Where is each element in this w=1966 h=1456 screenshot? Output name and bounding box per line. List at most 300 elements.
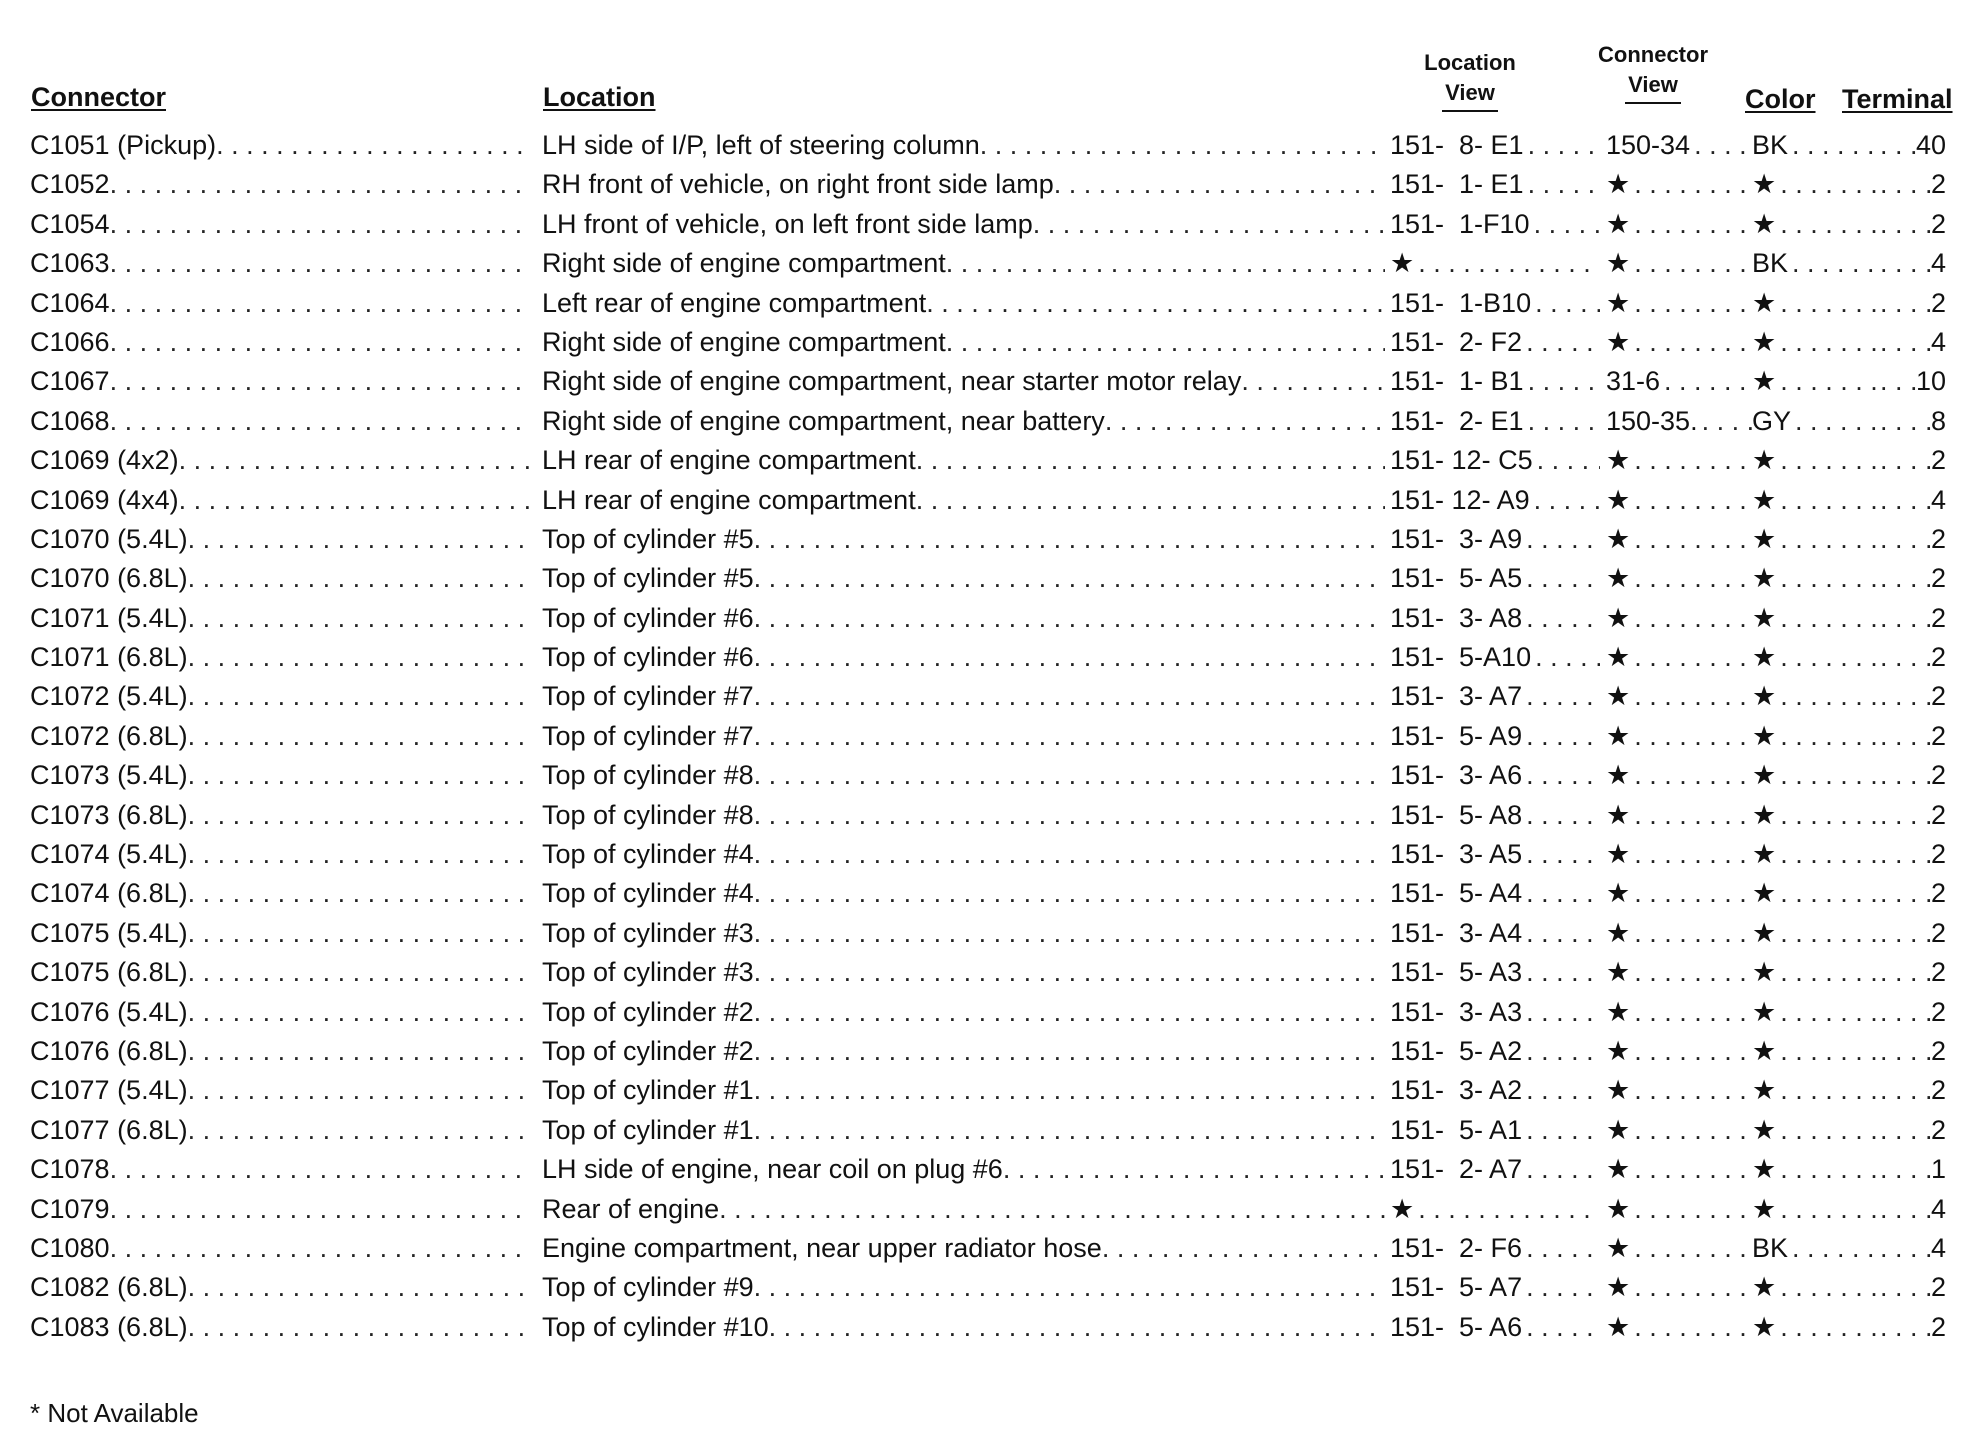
terminal-count: 2: [1931, 1071, 1946, 1110]
dot-leader: [1880, 362, 1916, 401]
connector-id: C1051 (Pickup): [30, 126, 216, 165]
dot-leader: [1780, 1150, 1877, 1189]
dot-leader: [1534, 481, 1600, 520]
connector-view-ref-cell: [1606, 1150, 1754, 1189]
terminal-count-cell: [1880, 677, 1946, 716]
location-view-ref-cell: [1390, 205, 1600, 244]
dot-leader: [1780, 559, 1877, 598]
location-view-ref-cell: [1390, 677, 1600, 716]
location-view-ref: 151- 1- B1: [1390, 362, 1528, 401]
location-text: Top of cylinder #9: [542, 1268, 754, 1307]
dot-leader: [188, 835, 530, 874]
dot-leader: [754, 1268, 1385, 1307]
terminal-count: 2: [1931, 953, 1946, 992]
dot-leader: [1634, 441, 1754, 480]
connector-id-cell: [30, 165, 530, 204]
wire-color-cell: [1752, 244, 1877, 283]
location-text-cell: [542, 1229, 1385, 1268]
location-text-cell: [542, 205, 1385, 244]
location-view-ref-cell: [1390, 638, 1600, 677]
dot-leader: [1780, 1071, 1877, 1110]
dot-leader: [1526, 1111, 1600, 1150]
terminal-count-cell: [1880, 599, 1946, 638]
terminal-count: 2: [1931, 835, 1946, 874]
connector-id: C1071 (6.8L): [30, 638, 188, 677]
terminal-count: 2: [1931, 1032, 1946, 1071]
dot-leader: [1880, 756, 1931, 795]
dot-leader: [754, 638, 1385, 677]
dot-leader: [188, 993, 530, 1032]
table-row: [0, 1308, 1966, 1347]
wire-color: ★: [1752, 520, 1780, 559]
header-connector-view: [1578, 40, 1728, 104]
connector-view-ref-cell: [1606, 599, 1754, 638]
wire-color: ★: [1752, 362, 1780, 401]
location-view-ref: 151- 3- A8: [1390, 599, 1526, 638]
connector-id: C1074 (6.8L): [30, 874, 188, 913]
table-row: [0, 481, 1966, 520]
dot-leader: [1780, 323, 1877, 362]
location-view-ref-cell: [1390, 402, 1600, 441]
connector-id: C1080: [30, 1229, 110, 1268]
header-connector-view-line2: View: [1628, 72, 1678, 97]
connector-view-ref-cell: [1606, 402, 1754, 441]
dot-leader: [1526, 993, 1600, 1032]
location-view-ref-cell: [1390, 874, 1600, 913]
dot-leader: [188, 559, 530, 598]
connector-id-cell: [30, 1229, 530, 1268]
connector-id: C1075 (5.4L): [30, 914, 188, 953]
dot-leader: [110, 323, 530, 362]
connector-id: C1063: [30, 244, 110, 283]
terminal-count: 2: [1931, 717, 1946, 756]
location-text: Right side of engine compartment, near battery: [542, 402, 1105, 441]
location-view-ref: 151- 5- A9: [1390, 717, 1526, 756]
wire-color: ★: [1752, 993, 1780, 1032]
connector-id-cell: [30, 402, 530, 441]
dot-leader: [1780, 796, 1877, 835]
connector-view-ref: 150-34: [1606, 126, 1694, 165]
wire-color-cell: [1752, 481, 1877, 520]
wire-color: ★: [1752, 638, 1780, 677]
wire-color-cell: [1752, 599, 1877, 638]
connector-id: C1073 (6.8L): [30, 796, 188, 835]
connector-view-ref: ★: [1606, 165, 1634, 204]
dot-leader: [754, 914, 1385, 953]
dot-leader: [1634, 993, 1754, 1032]
location-view-ref-cell: [1390, 244, 1600, 283]
connector-view-ref-cell: [1606, 284, 1754, 323]
connector-view-ref: ★: [1606, 993, 1634, 1032]
table-row: [0, 244, 1966, 283]
connector-id-cell: [30, 874, 530, 913]
dot-leader: [1880, 244, 1931, 283]
connector-id-cell: [30, 638, 530, 677]
dot-leader: [1634, 205, 1754, 244]
dot-leader: [1634, 1111, 1754, 1150]
terminal-count-cell: [1880, 717, 1946, 756]
connector-view-ref-cell: [1606, 323, 1754, 362]
location-text-cell: [542, 953, 1385, 992]
header-connector: Connector: [31, 82, 166, 112]
dot-leader: [1880, 914, 1931, 953]
location-view-ref-cell: [1390, 796, 1600, 835]
location-text-cell: [542, 244, 1385, 283]
location-text-cell: [542, 717, 1385, 756]
wire-color: ★: [1752, 441, 1780, 480]
location-view-ref-cell: [1390, 953, 1600, 992]
terminal-count-cell: [1880, 323, 1946, 362]
connector-view-ref: ★: [1606, 835, 1634, 874]
location-view-ref: 151- 3- A2: [1390, 1071, 1526, 1110]
connector-id: C1054: [30, 205, 110, 244]
terminal-count-cell: [1880, 1071, 1946, 1110]
terminal-count-cell: [1880, 993, 1946, 1032]
location-text: LH rear of engine compartment: [542, 441, 916, 480]
wire-color-cell: [1752, 126, 1877, 165]
wire-color-cell: [1752, 953, 1877, 992]
dot-leader: [1241, 362, 1385, 401]
dot-leader: [1003, 1150, 1385, 1189]
header-location: Location: [543, 82, 656, 112]
connector-id-cell: [30, 717, 530, 756]
dot-leader: [1634, 835, 1754, 874]
location-text-cell: [542, 835, 1385, 874]
location-view-ref-cell: [1390, 914, 1600, 953]
wire-color: ★: [1752, 835, 1780, 874]
connector-view-ref-cell: [1606, 441, 1754, 480]
connector-id: C1073 (5.4L): [30, 756, 188, 795]
location-text: LH side of engine, near coil on plug #6: [542, 1150, 1003, 1189]
dot-leader: [1526, 520, 1600, 559]
dot-leader: [1526, 1308, 1600, 1347]
location-view-ref: 151- 3- A7: [1390, 677, 1526, 716]
dot-leader: [188, 638, 530, 677]
terminal-count-cell: [1880, 1032, 1946, 1071]
terminal-count-cell: [1880, 638, 1946, 677]
connector-id-cell: [30, 1150, 530, 1189]
wire-color-cell: [1752, 284, 1877, 323]
dot-leader: [110, 165, 530, 204]
location-view-ref: 151- 1-B10: [1390, 284, 1535, 323]
table-row: [0, 441, 1966, 480]
connector-view-ref: ★: [1606, 559, 1634, 598]
dot-leader: [1634, 953, 1754, 992]
dot-leader: [1780, 520, 1877, 559]
connector-id: C1076 (5.4L): [30, 993, 188, 1032]
location-text: Top of cylinder #7: [542, 717, 754, 756]
location-text: Top of cylinder #4: [542, 874, 754, 913]
dot-leader: [1880, 874, 1931, 913]
connector-view-ref: ★: [1606, 1150, 1634, 1189]
dot-leader: [188, 599, 530, 638]
header-location-view: [1400, 48, 1540, 112]
dot-leader: [754, 717, 1385, 756]
location-view-ref: 151- 5- A8: [1390, 796, 1526, 835]
dot-leader: [1528, 165, 1600, 204]
dot-leader: [188, 1111, 530, 1150]
connector-id: C1074 (5.4L): [30, 835, 188, 874]
location-view-ref-cell: [1390, 520, 1600, 559]
table-row: [0, 1229, 1966, 1268]
terminal-count-cell: [1880, 1268, 1946, 1307]
dot-leader: [980, 126, 1385, 165]
table-row: [0, 1071, 1966, 1110]
location-view-ref: 151- 3- A9: [1390, 520, 1526, 559]
wire-color: ★: [1752, 1150, 1780, 1189]
connector-view-ref: 150-35.: [1606, 402, 1702, 441]
dot-leader: [1780, 481, 1877, 520]
terminal-count: 2: [1931, 559, 1946, 598]
location-view-ref: 151- 3- A6: [1390, 756, 1526, 795]
connector-id: C1069 (4x4): [30, 481, 179, 520]
connector-view-ref: ★: [1606, 1229, 1634, 1268]
terminal-count: 4: [1931, 1229, 1946, 1268]
wire-color-cell: [1752, 1071, 1877, 1110]
dot-leader: [1634, 165, 1754, 204]
dot-leader: [1880, 953, 1931, 992]
terminal-count: 2: [1931, 1111, 1946, 1150]
wire-color: ★: [1752, 1071, 1780, 1110]
terminal-count-cell: [1880, 1308, 1946, 1347]
wire-color: GY: [1752, 402, 1795, 441]
connector-view-ref: ★: [1606, 638, 1634, 677]
dot-leader: [1102, 1229, 1385, 1268]
terminal-count: 2: [1931, 165, 1946, 204]
wire-color: ★: [1752, 205, 1780, 244]
location-text-cell: [542, 362, 1385, 401]
table-row: [0, 874, 1966, 913]
location-text: LH rear of engine compartment: [542, 481, 916, 520]
location-text-cell: [542, 1268, 1385, 1307]
wire-color-cell: [1752, 559, 1877, 598]
dot-leader: [110, 205, 530, 244]
dot-leader: [1528, 126, 1600, 165]
dot-leader: [1780, 599, 1877, 638]
wire-color: BK: [1752, 244, 1792, 283]
location-view-ref-cell: [1390, 1150, 1600, 1189]
location-view-ref: 151- 5-A10: [1390, 638, 1535, 677]
terminal-count-cell: [1880, 559, 1946, 598]
dot-leader: [1526, 1229, 1600, 1268]
location-view-ref: 151- 5- A7: [1390, 1268, 1526, 1307]
connector-id-cell: [30, 205, 530, 244]
dot-leader: [754, 835, 1385, 874]
terminal-count: 10: [1916, 362, 1946, 401]
dot-leader: [754, 756, 1385, 795]
connector-view-ref-cell: [1606, 362, 1754, 401]
connector-view-ref: ★: [1606, 323, 1634, 362]
dot-leader: [188, 914, 530, 953]
connector-view-ref: ★: [1606, 1308, 1634, 1347]
connector-id: C1077 (6.8L): [30, 1111, 188, 1150]
connector-id: C1072 (6.8L): [30, 717, 188, 756]
dot-leader: [1880, 1268, 1931, 1307]
location-view-ref: 151- 5- A2: [1390, 1032, 1526, 1071]
table-row: [0, 205, 1966, 244]
wire-color-cell: [1752, 717, 1877, 756]
connector-id: C1070 (5.4L): [30, 520, 188, 559]
dot-leader: [1634, 1308, 1754, 1347]
connector-id: C1083 (6.8L): [30, 1308, 188, 1347]
wire-color-cell: [1752, 362, 1877, 401]
location-text: Top of cylinder #5: [542, 520, 754, 559]
wire-color-cell: [1752, 796, 1877, 835]
wire-color: ★: [1752, 559, 1780, 598]
terminal-count-cell: [1880, 1190, 1946, 1229]
connector-id: C1077 (5.4L): [30, 1071, 188, 1110]
wire-color: ★: [1752, 756, 1780, 795]
location-text-cell: [542, 1190, 1385, 1229]
dot-leader: [946, 323, 1385, 362]
connector-view-ref-cell: [1606, 205, 1754, 244]
dot-leader: [1526, 1268, 1600, 1307]
connector-id: C1069 (4x2): [30, 441, 179, 480]
connector-view-ref: 31-6: [1606, 362, 1664, 401]
wire-color: ★: [1752, 599, 1780, 638]
terminal-count: 2: [1931, 205, 1946, 244]
connector-view-ref-cell: [1606, 1071, 1754, 1110]
connector-id-cell: [30, 559, 530, 598]
table-row: [0, 599, 1966, 638]
connector-id: C1082 (6.8L): [30, 1268, 188, 1307]
dot-leader: [1634, 1150, 1754, 1189]
location-text: Left rear of engine compartment: [542, 284, 926, 323]
dot-leader: [1795, 402, 1877, 441]
dot-leader: [1880, 402, 1931, 441]
location-view-ref-cell: [1390, 126, 1600, 165]
dot-leader: [754, 1111, 1385, 1150]
connector-id-cell: [30, 1190, 530, 1229]
connector-view-ref: ★: [1606, 953, 1634, 992]
location-text: Top of cylinder #3: [542, 953, 754, 992]
dot-leader: [1105, 402, 1385, 441]
connector-id-cell: [30, 677, 530, 716]
dot-leader: [1702, 402, 1754, 441]
dot-leader: [1780, 993, 1877, 1032]
location-text: Top of cylinder #6: [542, 599, 754, 638]
header-location-view-line1: Location: [1424, 50, 1516, 75]
terminal-count-cell: [1880, 284, 1946, 323]
connector-id: C1071 (5.4L): [30, 599, 188, 638]
connector-view-ref: ★: [1606, 1032, 1634, 1071]
location-text: Top of cylinder #6: [542, 638, 754, 677]
dot-leader: [1792, 126, 1877, 165]
connector-id-cell: [30, 441, 530, 480]
terminal-count-cell: [1880, 756, 1946, 795]
location-view-ref-cell: [1390, 993, 1600, 1032]
wire-color-cell: [1752, 323, 1877, 362]
terminal-count-cell: [1880, 1111, 1946, 1150]
dot-leader: [1537, 441, 1600, 480]
location-view-ref-cell: [1390, 559, 1600, 598]
terminal-count: 4: [1931, 481, 1946, 520]
dot-leader: [754, 874, 1385, 913]
connector-id-cell: [30, 362, 530, 401]
location-text: Top of cylinder #2: [542, 1032, 754, 1071]
location-text-cell: [542, 1032, 1385, 1071]
connector-id-cell: [30, 914, 530, 953]
terminal-count: 4: [1931, 1190, 1946, 1229]
wire-color: ★: [1752, 914, 1780, 953]
location-view-ref: 151- 8- E1: [1390, 126, 1528, 165]
dot-leader: [1880, 1308, 1931, 1347]
wire-color-cell: [1752, 677, 1877, 716]
connector-id-cell: [30, 323, 530, 362]
location-view-ref-cell: [1390, 599, 1600, 638]
location-view-ref-cell: [1390, 756, 1600, 795]
wire-color: ★: [1752, 1032, 1780, 1071]
dot-leader: [1634, 244, 1754, 283]
terminal-count: 4: [1931, 244, 1946, 283]
table-row: [0, 165, 1966, 204]
dot-leader: [1535, 284, 1600, 323]
wire-color-cell: [1752, 874, 1877, 913]
dot-leader: [1634, 599, 1754, 638]
terminal-count: 2: [1931, 520, 1946, 559]
dot-leader: [110, 284, 530, 323]
dot-leader: [1526, 1150, 1600, 1189]
dot-leader: [1880, 993, 1931, 1032]
wire-color-cell: [1752, 1308, 1877, 1347]
wire-color-cell: [1752, 402, 1877, 441]
connector-view-ref-cell: [1606, 717, 1754, 756]
location-text-cell: [542, 481, 1385, 520]
dot-leader: [1780, 874, 1877, 913]
terminal-count-cell: [1880, 914, 1946, 953]
wire-color-cell: [1752, 1032, 1877, 1071]
dot-leader: [916, 481, 1385, 520]
table-row: [0, 402, 1966, 441]
connector-view-ref-cell: [1606, 1268, 1754, 1307]
dot-leader: [110, 244, 530, 283]
wire-color: ★: [1752, 323, 1780, 362]
connector-view-ref-cell: [1606, 914, 1754, 953]
terminal-count-cell: [1880, 441, 1946, 480]
dot-leader: [769, 1308, 1385, 1347]
dot-leader: [1880, 481, 1931, 520]
connector-view-ref-cell: [1606, 1308, 1754, 1347]
wire-color: ★: [1752, 1308, 1780, 1347]
dot-leader: [1526, 1032, 1600, 1071]
dot-leader: [110, 1229, 530, 1268]
location-text-cell: [542, 441, 1385, 480]
connector-view-ref: ★: [1606, 796, 1634, 835]
connector-view-ref: ★: [1606, 244, 1634, 283]
location-text-cell: [542, 756, 1385, 795]
dot-leader: [1880, 1032, 1931, 1071]
dot-leader: [1780, 165, 1877, 204]
connector-id: C1066: [30, 323, 110, 362]
dot-leader: [1780, 1190, 1877, 1229]
location-text: Top of cylinder #5: [542, 559, 754, 598]
dot-leader: [1780, 1111, 1877, 1150]
dot-leader: [110, 402, 530, 441]
dot-leader: [1526, 323, 1600, 362]
dot-leader: [188, 874, 530, 913]
terminal-count-cell: [1880, 362, 1946, 401]
dot-leader: [1526, 677, 1600, 716]
connector-view-ref: ★: [1606, 520, 1634, 559]
connector-id-cell: [30, 1268, 530, 1307]
connector-view-ref: ★: [1606, 756, 1634, 795]
location-text: Top of cylinder #7: [542, 677, 754, 716]
terminal-count-cell: [1880, 520, 1946, 559]
dot-leader: [1526, 796, 1600, 835]
location-text: Engine compartment, near upper radiator hose: [542, 1229, 1102, 1268]
connector-id: C1068: [30, 402, 110, 441]
header-connector-view-rule: [1625, 102, 1681, 104]
